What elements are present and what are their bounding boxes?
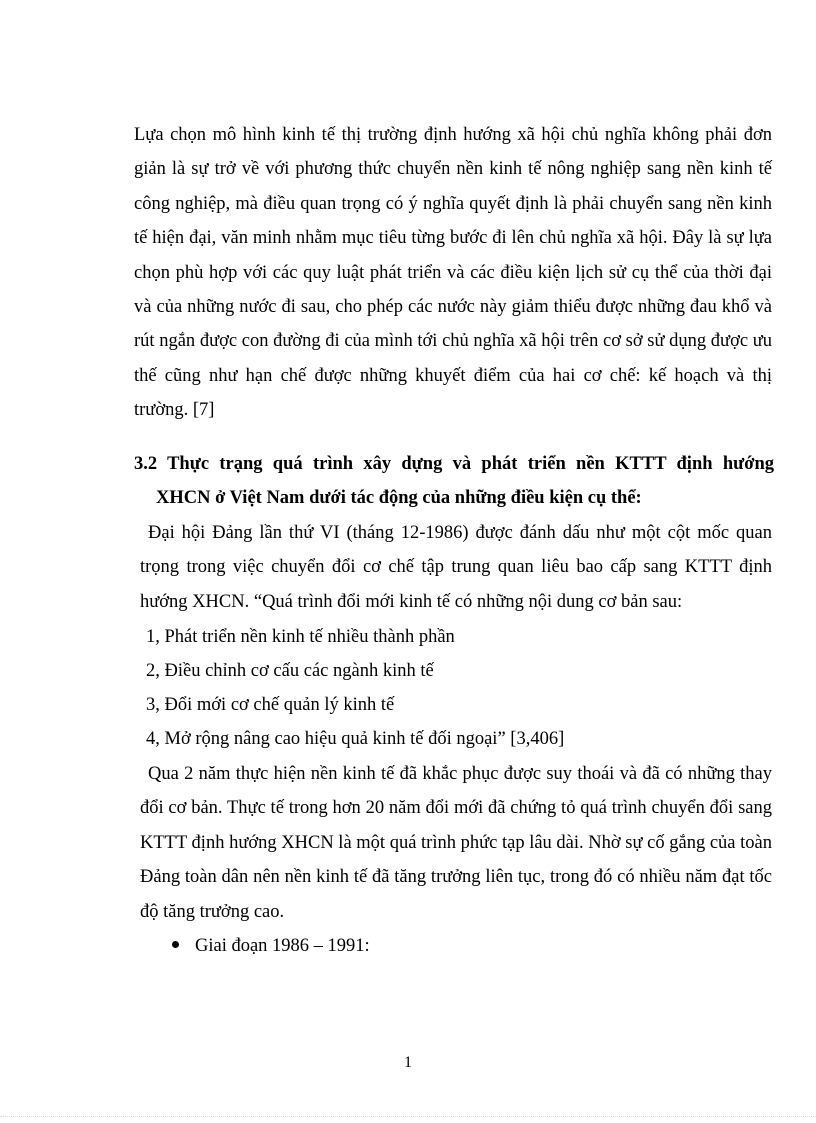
page-bottom-divider: [0, 1116, 816, 1117]
growth-paragraph: Qua 2 năm thực hiện nền kinh tế đã khắc phục được suy thoái và đã có những thay đổi cơ bản. Thực tế trong hơn 20 năm đổi mới đã chứng tỏ quá trình chuyển đổi sang KTTT định hướng XHCN là một quá trình phức tạp lâu dài. Nhờ sự cố gắng của toàn Đảng toàn dân nên nền kinh tế đã tăng trưởng liên tục, trong đó có nhiều năm đạt tốc độ tăng trưởng cao.: [140, 764, 772, 922]
list-item: 1, Phát triển nền kinh tế nhiều thành phần: [146, 627, 455, 647]
bullet-item-text: Giai đoạn 1986 – 1991:: [195, 936, 370, 956]
list-item: 4, Mở rộng nâng cao hiệu quả kinh tế đối ngoại” [3,406]: [146, 729, 565, 749]
intro-paragraph: Lựa chọn mô hình kinh tế thị trường định hướng xã hội chủ nghĩa không phải đơn giản là sự trở về với phương thức chuyển nền kinh tế nông nghiệp sang nền kinh tế công nghiệp, mà điều quan trọng có ý nghĩa quyết định là phải chuyển sang nền kinh tế hiện đại, văn minh nhằm mục tiêu từng bước đi lên chủ nghĩa xã hội. Đây là sự lựa chọn phù hợp với các quy luật phát triển và các điều kiện lịch sử cụ thể của thời đại và của những nước đi sau, cho phép các nước này giảm thiểu được những đau khổ và rút ngắn được con đường đi của mình tới chủ nghĩa xã hội trên cơ sở sử dụng được ưu thế cũng như hạn chế được những khuyết điểm của hai cơ chế: kế hoạch và thị trường. [7]: [134, 125, 772, 421]
bullet-icon: [172, 941, 179, 948]
list-item: 2, Điều chỉnh cơ cấu các ngành kinh tế: [146, 661, 434, 681]
list-item: 3, Đổi mới cơ chế quản lý kinh tế: [146, 695, 395, 715]
page-number: 1: [404, 1054, 412, 1071]
section-heading-line-2: XHCN ở Việt Nam dưới tác động của những điều kiện cụ thể:: [156, 488, 642, 508]
section-heading-line-1: 3.2 Thực trạng quá trình xây dựng và phát triển nền KTTT định hướng: [134, 454, 774, 474]
congress-paragraph: Đại hội Đảng lần thứ VI (tháng 12-1986) được đánh dấu như một cột mốc quan trọng trong việc chuyển đổi cơ chế tập trung quan liêu bao cấp sang KTTT định hướng XHCN. “Quá trình đổi mới kinh tế có những nội dung cơ bản sau:: [140, 523, 772, 612]
bullet-list-item: [172, 929, 370, 963]
section-heading: [134, 447, 774, 515]
